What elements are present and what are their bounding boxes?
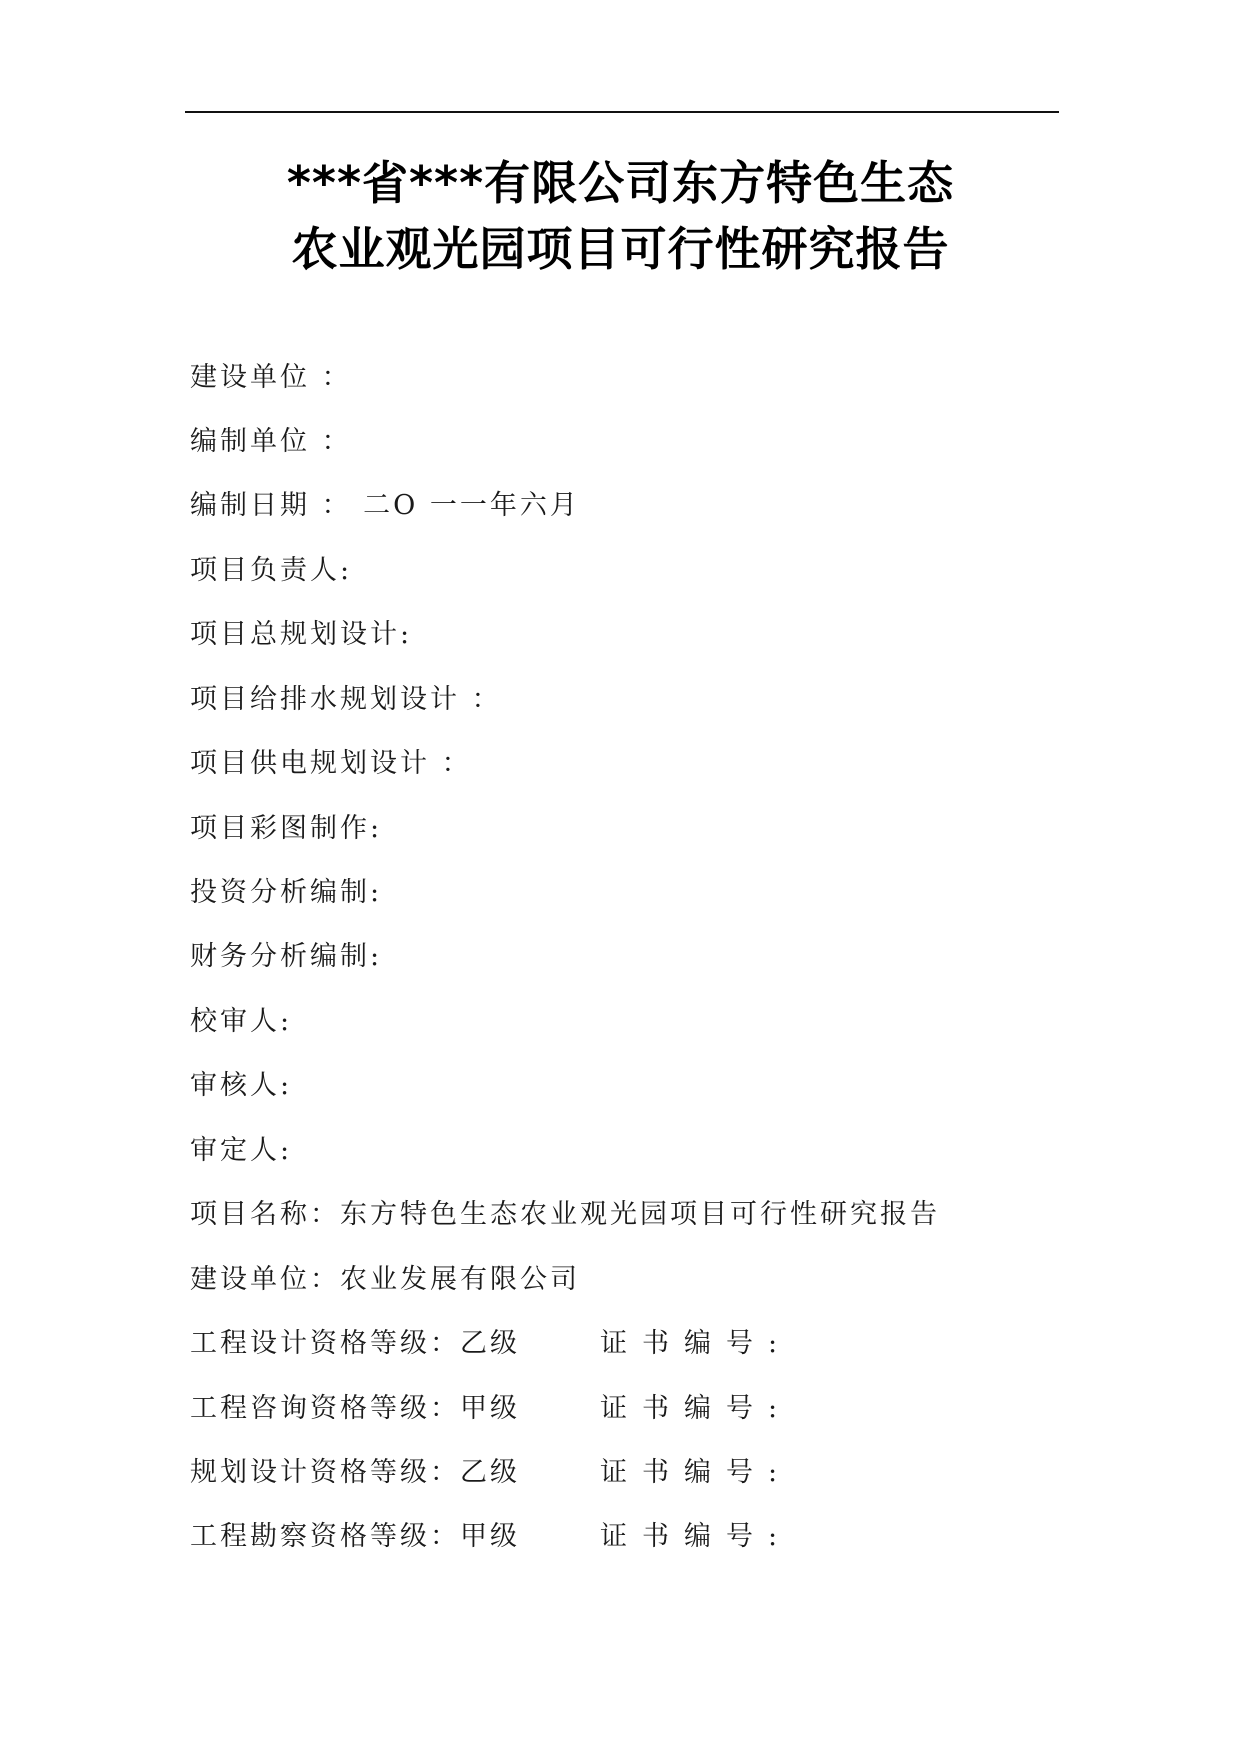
field-separator: ： bbox=[310, 1199, 340, 1230]
field-separator: : bbox=[280, 1070, 293, 1101]
field-compile-date bbox=[190, 489, 580, 523]
qualification-label: 规划设计资格等级 bbox=[190, 1457, 430, 1488]
field-proofreader bbox=[190, 1005, 292, 1039]
title-line-1: ***省***有限公司东方特色生态 bbox=[286, 156, 955, 210]
field-separator: ： bbox=[310, 426, 352, 457]
title-line-2: 农业观光园项目可行性研究报告 bbox=[291, 222, 950, 276]
field-separator: ： bbox=[430, 1521, 460, 1552]
field-label: 审定人 bbox=[190, 1135, 280, 1166]
qualification-row bbox=[190, 1327, 520, 1361]
field-separator: : bbox=[400, 619, 413, 650]
qualification-row bbox=[190, 1520, 520, 1554]
field-compiling-unit bbox=[190, 425, 352, 459]
qualification-label: 工程勘察资格等级 bbox=[190, 1521, 430, 1552]
field-label: 建设单位 bbox=[190, 362, 310, 393]
certificate-number-label: 证书编号: bbox=[600, 1457, 793, 1488]
qualification-grade: 甲级 bbox=[460, 1521, 520, 1552]
field-power-plan bbox=[190, 747, 472, 781]
field-project-name bbox=[190, 1198, 940, 1232]
field-separator: : bbox=[280, 1135, 293, 1166]
field-investment-analysis bbox=[190, 876, 382, 910]
qualification-row bbox=[190, 1456, 520, 1490]
field-separator: ： bbox=[460, 684, 502, 715]
qualification-grade: 乙级 bbox=[460, 1457, 520, 1488]
qualification-label: 工程咨询资格等级 bbox=[190, 1393, 430, 1424]
qualification-row bbox=[190, 1392, 520, 1426]
field-separator: ： bbox=[310, 1264, 340, 1295]
field-reviewer bbox=[190, 1069, 292, 1103]
field-label: 建设单位 bbox=[190, 1264, 310, 1295]
qualification-label: 工程设计资格等级 bbox=[190, 1328, 430, 1359]
field-value: 农业发展有限公司 bbox=[340, 1264, 580, 1295]
field-label: 项目负责人 bbox=[190, 555, 340, 586]
field-separator: ： bbox=[430, 748, 472, 779]
field-separator: : bbox=[370, 813, 383, 844]
field-color-drawing bbox=[190, 812, 382, 846]
field-label: 项目总规划设计 bbox=[190, 619, 400, 650]
field-separator: : bbox=[340, 555, 353, 586]
field-separator: : bbox=[280, 1006, 293, 1037]
field-label: 项目给排水规划设计 bbox=[190, 684, 460, 715]
field-construction-unit bbox=[190, 361, 352, 395]
field-separator: ： bbox=[310, 362, 352, 393]
field-separator: : bbox=[370, 877, 383, 908]
field-label: 项目供电规划设计 bbox=[190, 748, 430, 779]
field-label: 项目名称 bbox=[190, 1199, 310, 1230]
field-value: 二O 一一年六月 bbox=[363, 490, 580, 521]
top-rule bbox=[185, 111, 1059, 113]
report-title bbox=[0, 150, 1241, 282]
field-separator: ： bbox=[310, 490, 364, 521]
field-label: 审核人 bbox=[190, 1070, 280, 1101]
qualification-grade: 乙级 bbox=[460, 1328, 520, 1359]
field-project-leader bbox=[190, 554, 352, 588]
field-separator: ： bbox=[430, 1457, 460, 1488]
field-label: 编制日期 bbox=[190, 490, 310, 521]
field-value: 东方特色生态农业观光园项目可行性研究报告 bbox=[340, 1199, 940, 1230]
certificate-number-label: 证书编号: bbox=[600, 1521, 793, 1552]
field-label: 项目彩图制作 bbox=[190, 813, 370, 844]
field-master-plan bbox=[190, 618, 412, 652]
field-separator: ： bbox=[430, 1393, 460, 1424]
field-label: 编制单位 bbox=[190, 426, 310, 457]
field-approver bbox=[190, 1134, 292, 1168]
certificate-number-label: 证书编号: bbox=[600, 1393, 793, 1424]
field-water-plan bbox=[190, 683, 502, 717]
field-label: 校审人 bbox=[190, 1006, 280, 1037]
field-separator: ： bbox=[430, 1328, 460, 1359]
field-label: 投资分析编制 bbox=[190, 877, 370, 908]
certificate-number-label: 证书编号: bbox=[600, 1328, 793, 1359]
field-construction-unit-2 bbox=[190, 1263, 580, 1297]
field-separator: : bbox=[370, 941, 383, 972]
field-label: 财务分析编制 bbox=[190, 941, 370, 972]
qualification-grade: 甲级 bbox=[460, 1393, 520, 1424]
field-financial-analysis bbox=[190, 940, 382, 974]
